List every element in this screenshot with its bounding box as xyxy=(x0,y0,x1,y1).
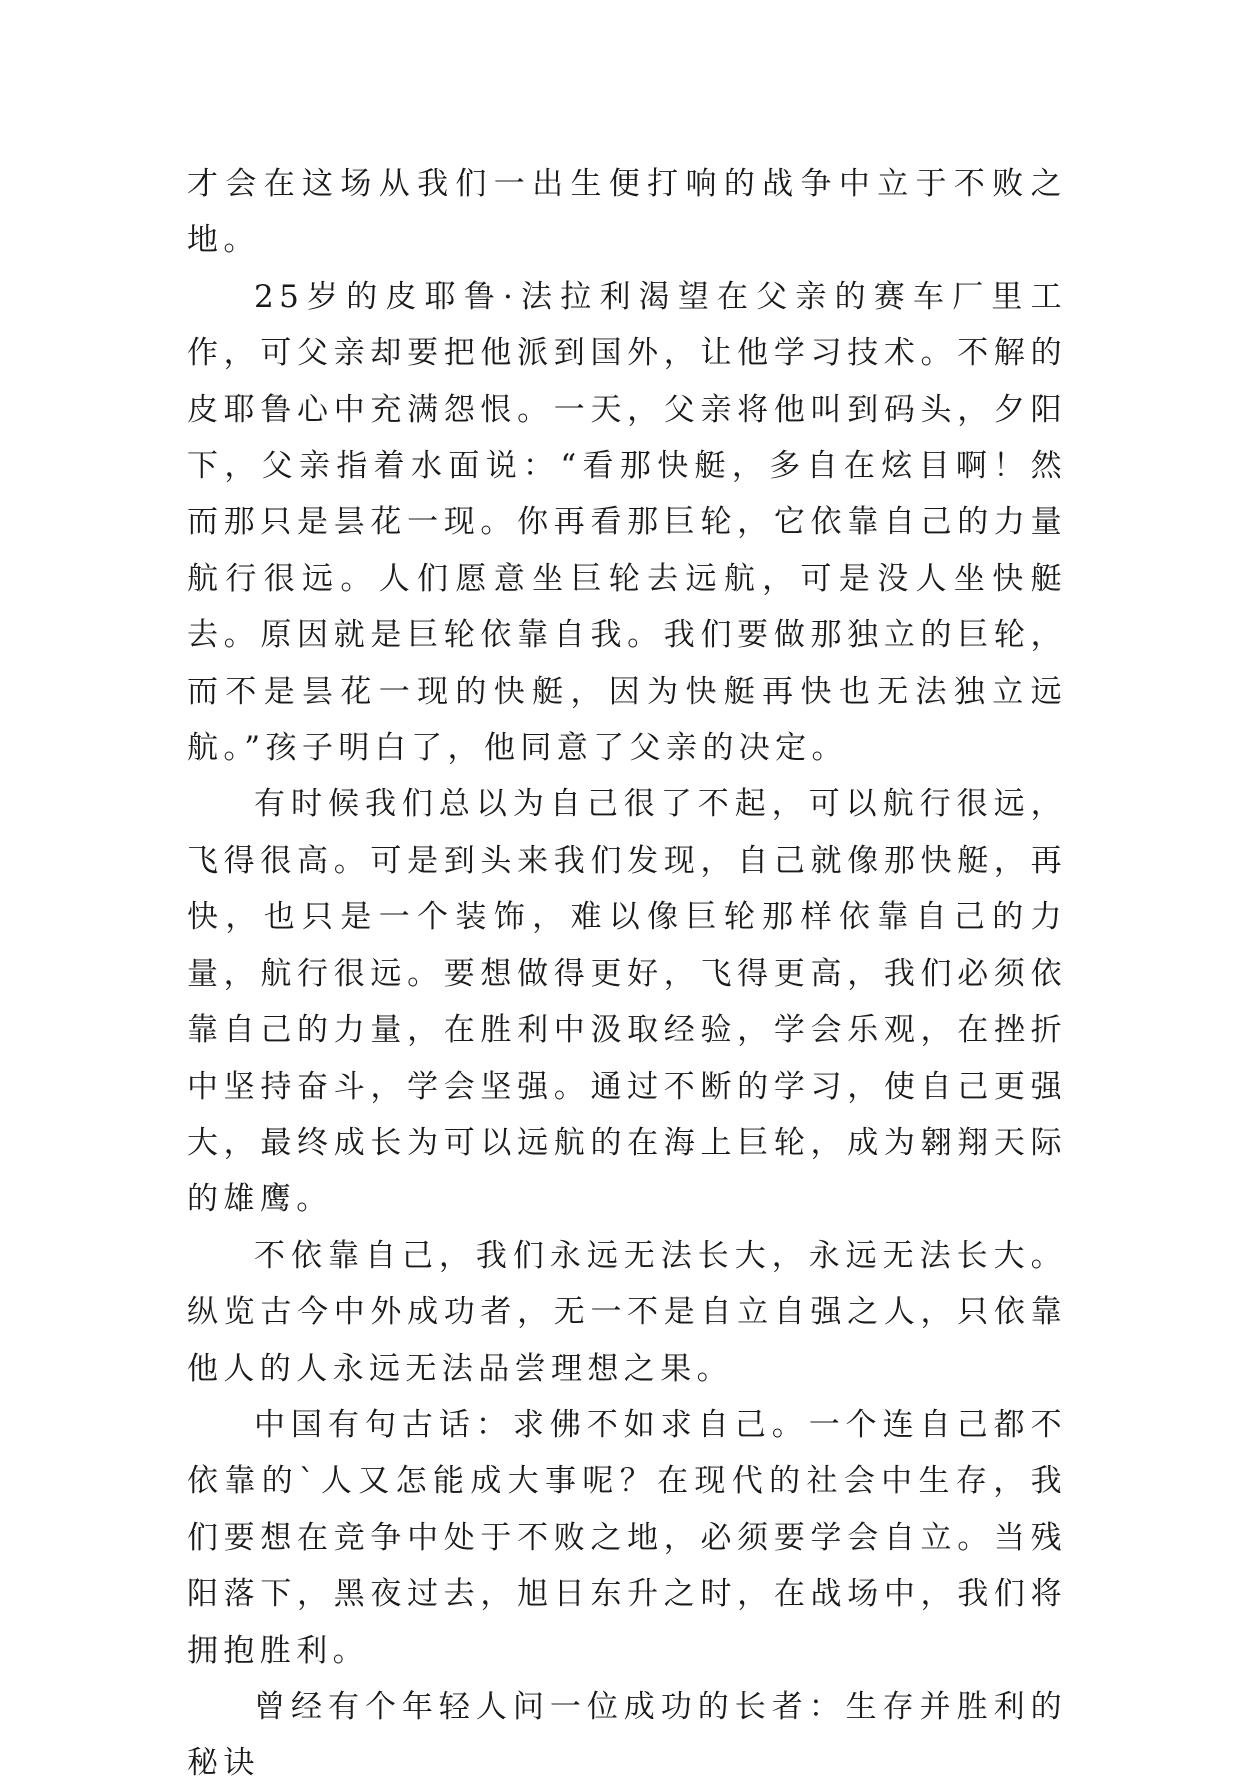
paragraph-ferrari-story: 25岁的皮耶鲁·法拉利渴望在父亲的赛车厂里工作，可父亲却要把他派到国外，让他学习技术。不解的皮耶鲁心中充满怨恨。一天，父亲将他叫到码头，夕阳下，父亲指着水面说：“看那快艇，多自在炫目啊！然而那只是昙花一现。你再看那巨轮，它依靠自己的力量航行很远。人们愿意坐巨轮去远航，可是没人坐快艇去。原因就是巨轮依靠自我。我们要做那独立的巨轮，而不是昙花一现的快艇，因为快艇再快也无法独立远航。”孩子明白了，他同意了父亲的决定。 xyxy=(187,278,1067,767)
paragraph-successful-people: 不依靠自己，我们永远无法长大，永远无法长大。纵览古今中外成功者，无一不是自立自强之人，只依靠他人的人永远无法品尝理想之果。 xyxy=(187,1237,1067,1387)
paragraph-ancient-saying: 中国有句古话：求佛不如求自己。一个连自己都不依靠的`人又怎能成大事呢？在现代的社会中生存，我们要想在竞争中处于不败之地，必须要学会自立。当残阳落下，黑夜过去，旭日东升之时，在战场中，我们将拥抱胜利。 xyxy=(187,1406,1067,1669)
paragraph-continued: 才会在这场从我们一出生便打响的战争中立于不败之地。 xyxy=(187,166,1067,259)
paragraph-young-man-question: 曾经有个年轻人问一位成功的长者：生存并胜利的秘诀 xyxy=(187,1688,1067,1782)
paragraph-self-reliance: 有时候我们总以为自己很了不起，可以航行很远，飞得很高。可是到头来我们发现，自己就像那快艇，再快，也只是一个装饰，难以像巨轮那样依靠自己的力量，航行很远。要想做得更好，飞得更高，我们必须依靠自己的力量，在胜利中汲取经验，学会乐观，在挫折中坚持奋斗，学会坚强。通过不断的学习，使自己更强大，最终成长为可以远航的在海上巨轮，成为翱翔天际的雄鹰。 xyxy=(187,786,1067,1218)
document-body xyxy=(187,156,1067,1792)
